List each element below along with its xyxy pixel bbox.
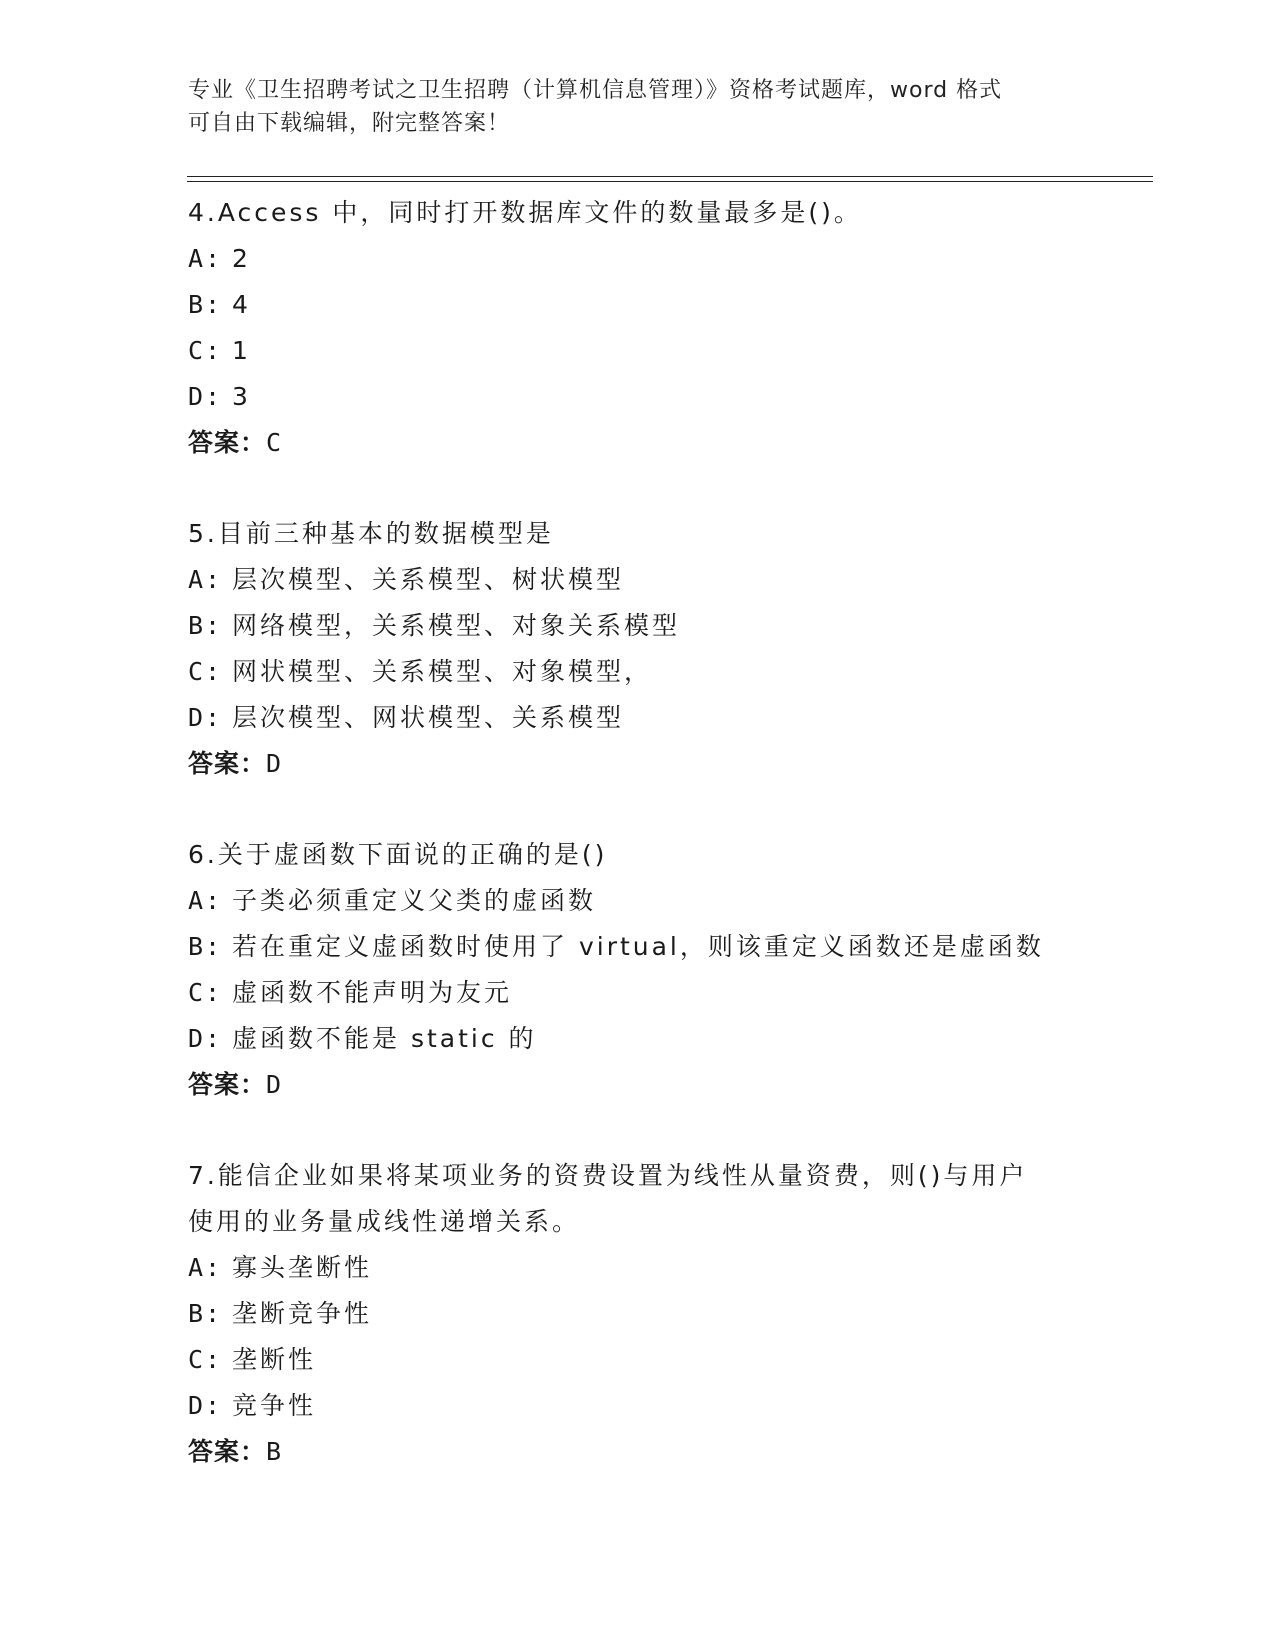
option-c [188, 328, 1088, 374]
option-text: 3 [232, 382, 251, 411]
option-text: 虚函数不能是 static 的 [232, 1024, 537, 1053]
option-b [188, 282, 1088, 328]
header-line-1: 专业《卫生招聘考试之卫生招聘（计算机信息管理）》资格考试题库，word 格式 [188, 78, 1003, 103]
option-text: 层次模型、网状模型、关系模型 [232, 703, 625, 732]
option-letter: D: [188, 382, 223, 411]
option-c [188, 970, 1088, 1016]
answer [188, 420, 1088, 466]
option-text: 寡头垄断性 [232, 1253, 373, 1282]
question-list [188, 190, 1088, 1520]
option-d [188, 1383, 1088, 1429]
question-text: 4.Access 中，同时打开数据库文件的数量最多是()。 [188, 198, 862, 227]
option-a [188, 236, 1088, 282]
option-a [188, 1245, 1088, 1291]
option-letter: B: [188, 611, 223, 640]
option-letter: B: [188, 1299, 223, 1328]
answer [188, 741, 1088, 787]
question-text: 5.目前三种基本的数据模型是 [188, 519, 554, 548]
header-divider-top [187, 176, 1153, 177]
option-letter: D: [188, 1391, 223, 1420]
question-text: 7.能信企业如果将某项业务的资费设置为线性从量资费，则()与用户 [188, 1161, 1028, 1190]
option-letter: D: [188, 703, 223, 732]
question-text-continued: 使用的业务量成线性递增关系。 [188, 1207, 581, 1236]
question-4 [188, 190, 1088, 466]
answer [188, 1062, 1088, 1108]
option-letter: A: [188, 244, 223, 273]
option-letter: A: [188, 565, 223, 594]
option-letter: B: [188, 932, 223, 961]
option-c [188, 1337, 1088, 1383]
option-letter: D: [188, 1024, 223, 1053]
option-text: 网络模型，关系模型、对象关系模型 [232, 611, 681, 640]
option-d [188, 695, 1088, 741]
option-letter: A: [188, 886, 223, 915]
option-b [188, 1291, 1088, 1337]
answer-label: 答案： [188, 1070, 267, 1099]
option-text: 层次模型、关系模型、树状模型 [232, 565, 625, 594]
answer-label: 答案： [188, 749, 267, 778]
answer-value: D [266, 1070, 283, 1099]
option-letter: C: [188, 978, 223, 1007]
option-b [188, 924, 1088, 970]
question-5 [188, 511, 1088, 787]
option-text: 2 [232, 244, 251, 273]
option-c [188, 649, 1088, 695]
option-text: 子类必须重定义父类的虚函数 [232, 886, 597, 915]
option-letter: A: [188, 1253, 223, 1282]
option-text: 垄断性 [232, 1345, 317, 1374]
option-letter: B: [188, 290, 223, 319]
answer-value: D [266, 749, 283, 778]
question-7 [188, 1153, 1088, 1475]
document-header [188, 74, 1068, 140]
option-text: 竞争性 [232, 1391, 317, 1420]
question-6 [188, 832, 1088, 1108]
option-text: 垄断竞争性 [232, 1299, 373, 1328]
option-a [188, 557, 1088, 603]
answer [188, 1429, 1088, 1475]
option-text: 若在重定义虚函数时使用了 virtual，则该重定义函数还是虚函数 [232, 932, 1044, 961]
option-a [188, 878, 1088, 924]
option-text: 网状模型、关系模型、对象模型， [232, 657, 653, 686]
option-d [188, 1016, 1088, 1062]
header-divider-bottom [187, 181, 1153, 182]
option-letter: C: [188, 1345, 223, 1374]
header-line-2: 可自由下载编辑，附完整答案！ [188, 111, 511, 136]
option-b [188, 603, 1088, 649]
option-text: 1 [232, 336, 251, 365]
answer-label: 答案： [188, 1437, 267, 1466]
option-letter: C: [188, 336, 223, 365]
option-text: 虚函数不能声明为友元 [232, 978, 513, 1007]
answer-value: C [266, 428, 283, 457]
question-text: 6.关于虚函数下面说的正确的是() [188, 840, 608, 869]
option-text: 4 [232, 290, 251, 319]
answer-value: B [266, 1437, 283, 1466]
option-d [188, 374, 1088, 420]
answer-label: 答案： [188, 428, 267, 457]
option-letter: C: [188, 657, 223, 686]
